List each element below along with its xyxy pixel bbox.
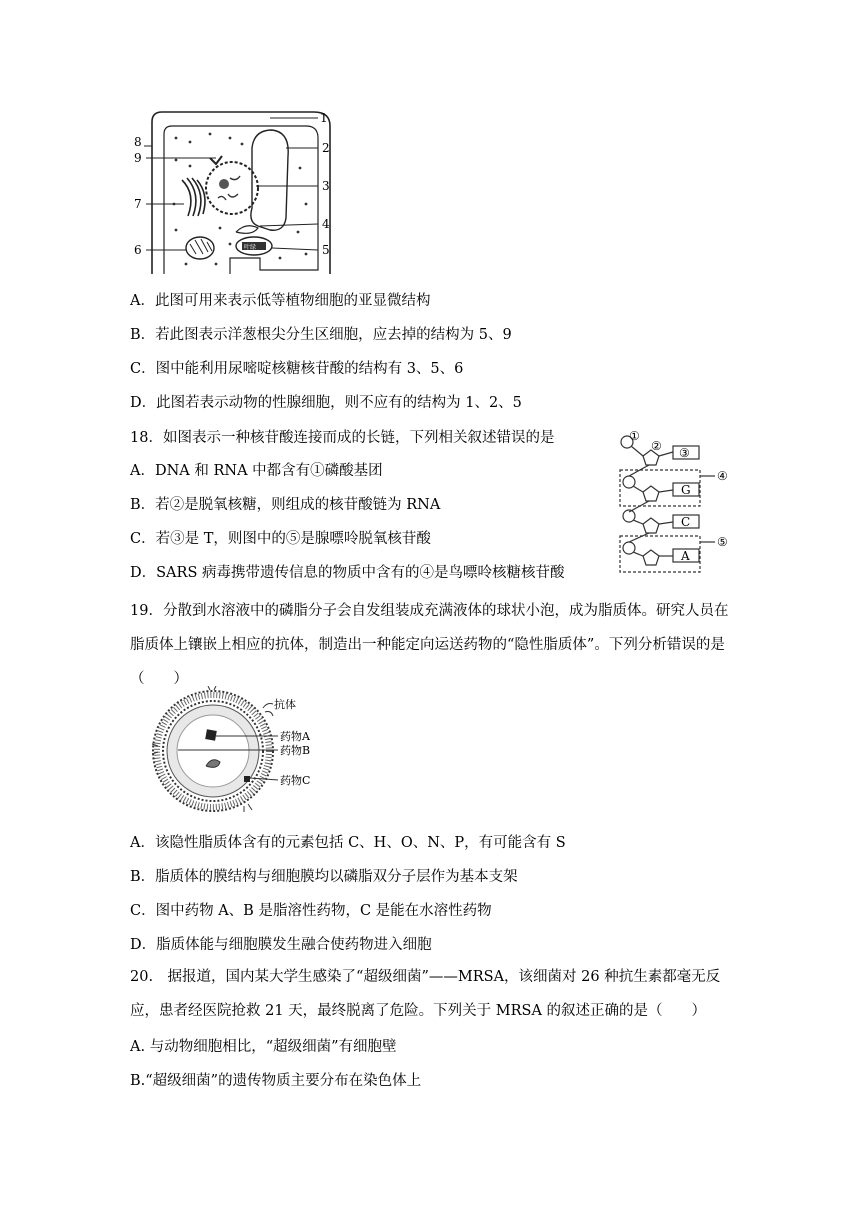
drug-c-label: 药物C	[280, 774, 311, 787]
q20-option-b: B.“超级细菌”的遗传物质主要分布在染色体上	[130, 1073, 422, 1089]
cell-structure-figure	[130, 108, 345, 276]
cell-label-6: 6	[134, 243, 142, 257]
antibody-label: 抗体	[274, 698, 296, 711]
cell-label-9: 9	[134, 151, 142, 165]
q17-option-d: D．此图若表示动物的性腺细胞，则不应有的结构为 1、2、5	[130, 395, 522, 411]
q17-option-a: A．此图可用来表示低等植物细胞的亚显微结构	[130, 293, 431, 309]
q19-option-c: C．图中药物 A、B 是脂溶性药物，C 是能在水溶性药物	[130, 903, 492, 919]
cell-label-5: 5	[322, 243, 330, 257]
label-circled-1: ①	[629, 430, 640, 443]
cell-label-7: 7	[134, 197, 142, 211]
nucleotide-chain-figure	[615, 430, 745, 576]
label-circled-2: ②	[651, 439, 662, 453]
label-circled-3: ③	[679, 446, 690, 460]
q19-option-a: A．该隐性脂质体含有的元素包括 C、H、O、N、P，有可能含有 S	[130, 835, 566, 851]
q18-option-a: A．DNA 和 RNA 中都含有①磷酸基团	[130, 463, 383, 479]
cell-label-3: 3	[322, 179, 330, 193]
drug-b-label: 药物B	[280, 744, 311, 757]
chloroplast-label: 叶绿	[244, 244, 257, 251]
label-circled-4: ④	[717, 469, 728, 483]
cell-label-2: 2	[322, 141, 330, 155]
liposome-figure	[148, 686, 323, 816]
q18-stem: 18．如图表示一种核苷酸连接而成的长链，下列相关叙述错误的是	[130, 430, 555, 446]
q20-option-a: A. 与动物细胞相比，“超级细菌”有细胞壁	[130, 1039, 397, 1055]
q19-option-d: D．脂质体能与细胞膜发生融合使药物进入细胞	[130, 937, 432, 953]
q18-option-d: D．SARS 病毒携带遗传信息的物质中含有的④是鸟嘌呤核糖核苷酸	[130, 565, 565, 581]
q17-option-b: B．若此图表示洋葱根尖分生区细胞，应去掉的结构为 5、9	[130, 327, 512, 343]
drug-a-label: 药物A	[280, 730, 310, 743]
base-c: C	[681, 515, 691, 529]
base-a: A	[681, 549, 690, 563]
base-g: G	[681, 483, 691, 497]
cell-label-4: 4	[322, 217, 330, 231]
q19-option-b: B．脂质体的膜结构与细胞膜均以磷脂双分子层作为基本支架	[130, 869, 518, 885]
label-circled-5: ⑤	[717, 535, 728, 549]
q20-stem: 20. 据报道，国内某大学生感染了“超级细菌”——MRSA，该细菌对 26 种抗生素都毫无反应，患者经医院抢救 21 天，最终脱离了危险。下列关于 MRSA 的叙述正确的是（ ）	[130, 969, 721, 1019]
q18-option-b: B．若②是脱氧核糖，则组成的核苷酸链为 RNA	[130, 497, 441, 513]
cell-label-1: 1	[320, 111, 328, 125]
cell-label-8: 8	[134, 135, 142, 149]
q17-option-c: C．图中能利用尿嘧啶核糖核苷酸的结构有 3、5、6	[130, 361, 464, 377]
q18-option-c: C．若③是 T，则图中的⑤是腺嘌呤脱氧核苷酸	[130, 531, 431, 547]
q19-stem: 19．分散到水溶液中的磷脂分子会自发组装成充满液体的球状小泡，成为脂质体。研究人员在脂质体上镶嵌上相应的抗体，制造出一种能定向运送药物的“隐性脂质体”。下列分析错误的是（ ）	[130, 603, 729, 687]
